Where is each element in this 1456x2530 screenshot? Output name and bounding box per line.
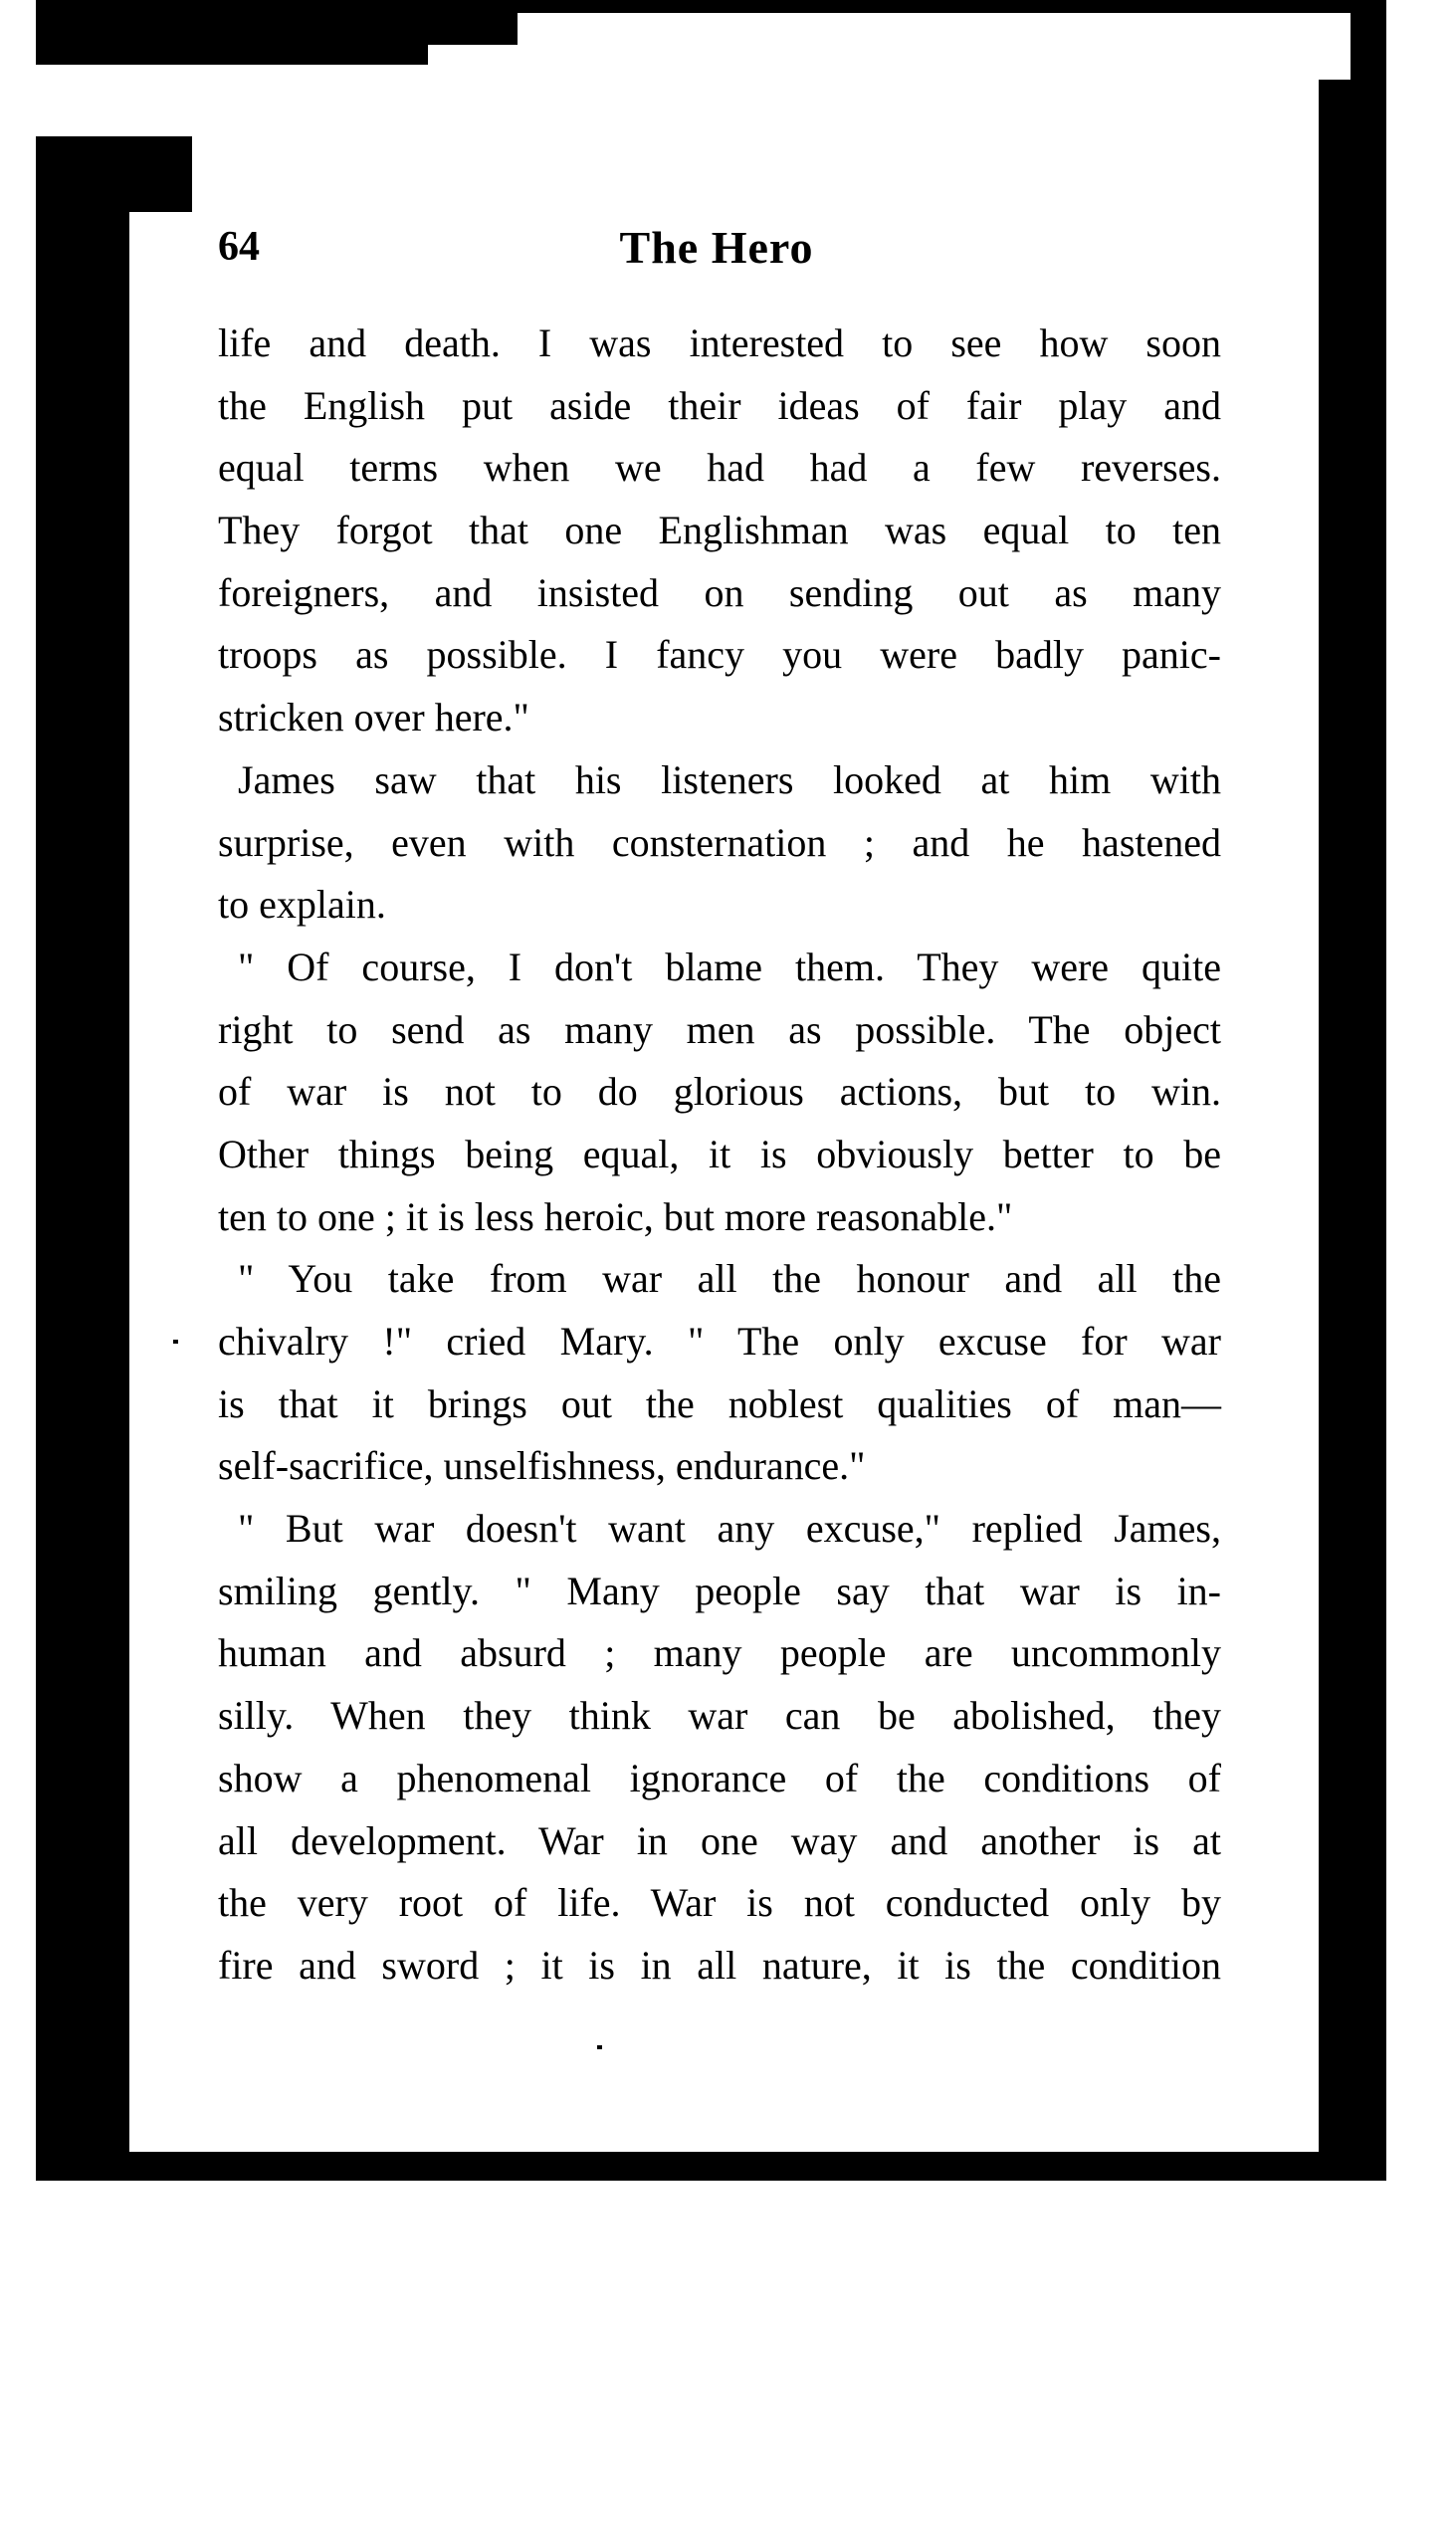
text-line: James saw that his listeners looked at him with	[238, 756, 1221, 802]
text-line: equal terms when we had had a few reverses.	[218, 445, 1221, 491]
scan-border-top-notch	[428, 0, 518, 45]
speck-mark	[173, 1340, 178, 1344]
text-line: Other things being equal, it is obviously better to be	[218, 1131, 1221, 1176]
text-line: show a phenomenal ignorance of the conditions of	[218, 1755, 1221, 1800]
text-line: of war is not to do glorious actions, but to win.	[218, 1069, 1221, 1115]
body-text	[218, 313, 1221, 1998]
text-line: They forgot that one Englishman was equal to ten	[218, 508, 1221, 553]
text-line: fire and sword ; it is in all nature, it is the condition	[218, 1942, 1221, 1988]
text-line: " Of course, I don't blame them. They were quite	[238, 944, 1221, 989]
text-line: the English put aside their ideas of fair play and	[218, 382, 1221, 428]
text-line: is that it brings out the noblest qualities of man—	[218, 1380, 1221, 1426]
scan-border-top	[428, 0, 1386, 13]
speck-mark	[597, 2045, 602, 2049]
text-line: ten to one ; it is less heroic, but more reasonable."	[218, 1193, 1013, 1239]
text-line: to explain.	[218, 882, 386, 928]
text-line: foreigners, and insisted on sending out as many	[218, 569, 1221, 615]
scan-border-bottom	[36, 2152, 1386, 2181]
text-line: human and absurd ; many people are uncommonly	[218, 1630, 1221, 1676]
text-line: stricken over here."	[218, 695, 529, 740]
scan-border-top-left	[36, 0, 428, 65]
text-line: life and death. I was interested to see how soon	[218, 320, 1221, 365]
text-line: self-sacrifice, unselfishness, endurance."	[218, 1443, 866, 1489]
text-line: " But war doesn't want any excuse," replied James,	[238, 1506, 1221, 1552]
text-line: chivalry !" cried Mary. " The only excuse for war	[218, 1319, 1221, 1364]
text-line: " You take from war all the honour and all the	[238, 1256, 1221, 1302]
text-line: the very root of life. War is not conducted only by	[218, 1880, 1221, 1926]
scan-border-right	[1319, 80, 1386, 2181]
text-line: silly. When they think war can be abolished, they	[218, 1693, 1221, 1739]
text-line: troops as possible. I fancy you were badly panic-	[218, 632, 1221, 678]
text-line: surprise, even with consternation ; and he hastened	[218, 819, 1221, 865]
scan-border-left	[36, 136, 129, 2181]
text-line: smiling gently. " Many people say that war is in-	[218, 1568, 1221, 1613]
text-line: all development. War in one way and another is at	[218, 1817, 1221, 1863]
page-number: 64	[218, 224, 260, 270]
text-line: right to send as many men as possible. The object	[218, 1006, 1221, 1052]
running-title: The Hero	[619, 222, 814, 273]
